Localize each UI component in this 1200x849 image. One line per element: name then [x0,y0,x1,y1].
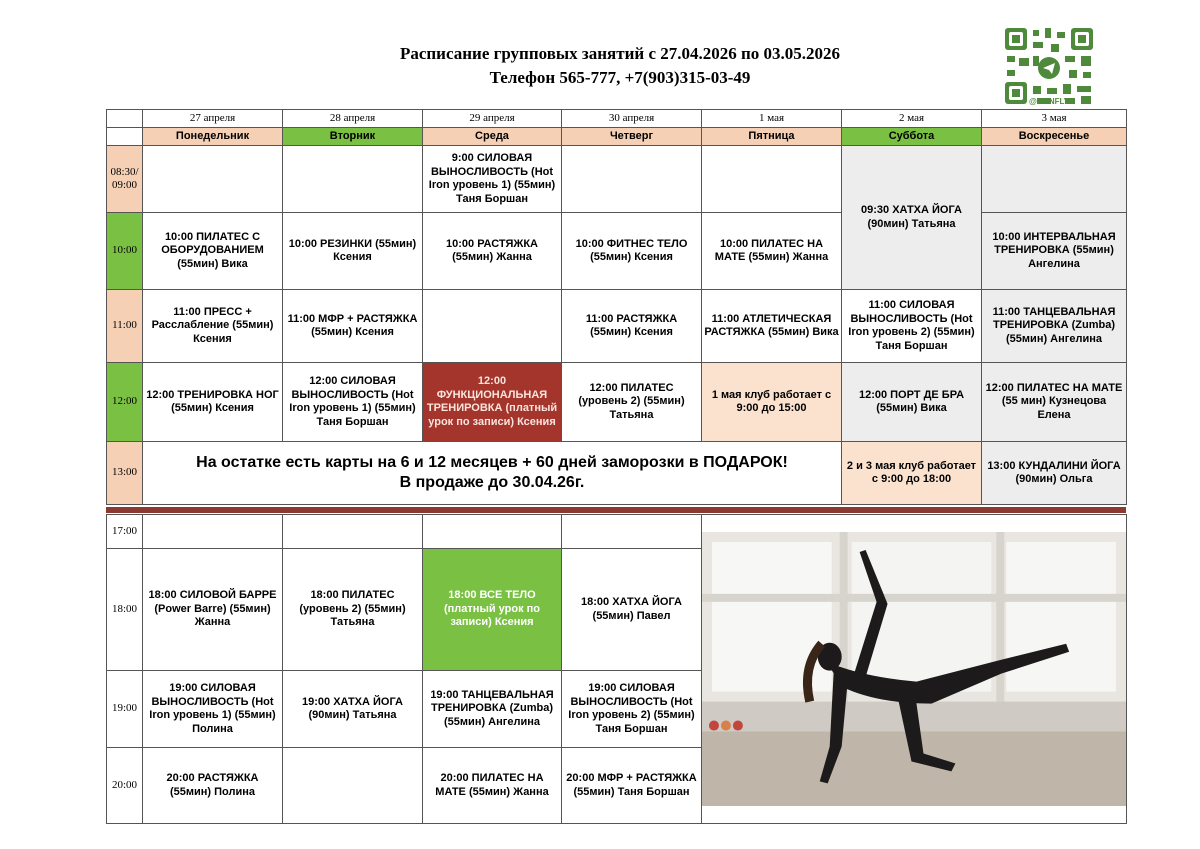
class-cell: 11:00 РАСТЯЖКА (55мин) Ксения [562,290,702,363]
class-cell: 10:00 РЕЗИНКИ (55мин) Ксения [283,213,423,290]
day-header: Пятница [702,128,842,146]
title-line-2: Телефон 565-777, +7(903)315-03-49 [489,68,751,87]
time-label: 18:00 [107,549,143,671]
time-row [107,290,1127,363]
promo-line-1: На остатке есть карты на 6 и 12 месяцев + 60 дней заморозки в ПОДАРОК! [196,454,788,471]
class-cell: 09:30 ХАТХА ЙОГА (90мин) Татьяна [842,146,982,290]
date-header: 1 мая [702,110,842,128]
empty-cell [143,515,283,549]
class-cell: 18:00 ХАТХА ЙОГА (55мин) Павел [562,549,702,671]
class-cell: 10:00 ФИТНЕС ТЕЛО (55мин) Ксения [562,213,702,290]
time-label: 13:00 [107,442,143,505]
empty-cell [283,748,423,824]
time-row [107,515,1127,549]
class-cell: 10:00 ИНТЕРВАЛЬНАЯ ТРЕНИРОВКА (55мин) Ангелина [982,213,1127,290]
class-cell-highlight: 18:00 ВСЕ ТЕЛО (платный урок по записи) Ксения [423,549,562,671]
qr-label: @FITNFLY [1029,97,1069,106]
class-cell: 10:00 ПИЛАТЕС НА МАТЕ (55мин) Жанна [702,213,842,290]
class-cell: 12:00 СИЛОВАЯ ВЫНОСЛИВОСТЬ (Hot Iron уровень 1) (55мин) Таня Боршан [283,363,423,442]
date-header: 27 апреля [143,110,283,128]
dancer-photo-image [702,532,1126,806]
class-cell: 10:00 ПИЛАТЕС С ОБОРУДОВАНИЕМ (55мин) Вика [143,213,283,290]
date-header: 29 апреля [423,110,562,128]
class-cell: 20:00 ПИЛАТЕС НА МАТЕ (55мин) Жанна [423,748,562,824]
time-label: 10:00 [107,213,143,290]
day-header: Понедельник [143,128,283,146]
class-cell: 19:00 ХАТХА ЙОГА (90мин) Татьяна [283,671,423,748]
class-cell: 10:00 РАСТЯЖКА (55мин) Жанна [423,213,562,290]
dates-row [107,110,1127,128]
empty-cell [562,146,702,213]
class-cell: 12:00 ТРЕНИРОВКА НОГ (55мин) Ксения [143,363,283,442]
class-cell: 12:00 ПОРТ ДЕ БРА (55мин) Вика [842,363,982,442]
day-header: Среда [423,128,562,146]
schedule-table-evening [106,514,1127,824]
date-header: 28 апреля [283,110,423,128]
time-label: 11:00 [107,290,143,363]
empty-cell [423,515,562,549]
class-cell: 19:00 СИЛОВАЯ ВЫНОСЛИВОСТЬ (Hot Iron уровень 1) (55мин) Полина [143,671,283,748]
class-cell: 11:00 ПРЕСС + Расслабление (55мин) Ксения [143,290,283,363]
day-header: Суббота [842,128,982,146]
empty-cell [283,146,423,213]
time-label: 17:00 [107,515,143,549]
promo-photo [702,515,1127,824]
class-cell: 12:00 ПИЛАТЕС НА МАТЕ (55 мин) Кузнецова Елена [982,363,1127,442]
day-header: Воскресенье [982,128,1127,146]
schedule-table-morning [106,109,1127,505]
page-title [300,42,940,90]
class-cell: 18:00 СИЛОВОЙ БАРРЕ (Power Barre) (55мин) Жанна [143,549,283,671]
corner-cell [107,110,143,128]
time-row [107,363,1127,442]
class-cell: 19:00 СИЛОВАЯ ВЫНОСЛИВОСТЬ (Hot Iron уровень 2) (55мин) Таня Боршан [562,671,702,748]
section-divider [106,507,1126,513]
promo-banner [143,442,842,505]
day-header: Четверг [562,128,702,146]
class-cell: 11:00 ТАНЦЕВАЛЬНАЯ ТРЕНИРОВКА (Zumba) (55мин) Ангелина [982,290,1127,363]
class-cell: 19:00 ТАНЦЕВАЛЬНАЯ ТРЕНИРОВКА (Zumba) (55мин) Ангелина [423,671,562,748]
empty-cell [283,515,423,549]
promo-line-2: В продаже до 30.04.26г. [399,474,585,491]
notice-cell: 2 и 3 мая клуб работает с 9:00 до 18:00 [842,442,982,505]
class-cell: 20:00 МФР + РАСТЯЖКА (55мин) Таня Боршан [562,748,702,824]
title-line-1: Расписание групповых занятий с 27.04.2026 по 03.05.2026 [399,44,841,63]
time-label: 12:00 [107,363,143,442]
class-cell-highlight: 12:00 ФУНКЦИОНАЛЬНАЯ ТРЕНИРОВКА (платный урок по записи) Ксения [423,363,562,442]
date-header: 30 апреля [562,110,702,128]
time-label: 20:00 [107,748,143,824]
empty-cell [562,515,702,549]
date-header: 3 мая [982,110,1127,128]
class-cell: 11:00 МФР + РАСТЯЖКА (55мин) Ксения [283,290,423,363]
empty-cell [982,146,1127,213]
class-cell: 11:00 АТЛЕТИЧЕСКАЯ РАСТЯЖКА (55мин) Вика [702,290,842,363]
time-row [107,146,1127,213]
days-row [107,128,1127,146]
time-label: 19:00 [107,671,143,748]
notice-cell: 1 мая клуб работает с 9:00 до 15:00 [702,363,842,442]
class-cell: 18:00 ПИЛАТЕС (уровень 2) (55мин) Татьяна [283,549,423,671]
empty-cell [423,290,562,363]
day-header: Вторник [283,128,423,146]
corner-cell [107,128,143,146]
empty-cell [143,146,283,213]
class-cell: 20:00 РАСТЯЖКА (55мин) Полина [143,748,283,824]
time-row [107,442,1127,505]
class-cell: 11:00 СИЛОВАЯ ВЫНОСЛИВОСТЬ (Hot Iron уровень 2) (55мин) Таня Боршан [842,290,982,363]
date-header: 2 мая [842,110,982,128]
class-cell: 9:00 СИЛОВАЯ ВЫНОСЛИВОСТЬ (Hot Iron уровень 1) (55мин) Таня Боршан [423,146,562,213]
class-cell: 12:00 ПИЛАТЕС (уровень 2) (55мин) Татьяна [562,363,702,442]
class-cell: 13:00 КУНДАЛИНИ ЙОГА (90мин) Ольга [982,442,1127,505]
empty-cell [702,146,842,213]
time-label: 08:30/ 09:00 [107,146,143,213]
